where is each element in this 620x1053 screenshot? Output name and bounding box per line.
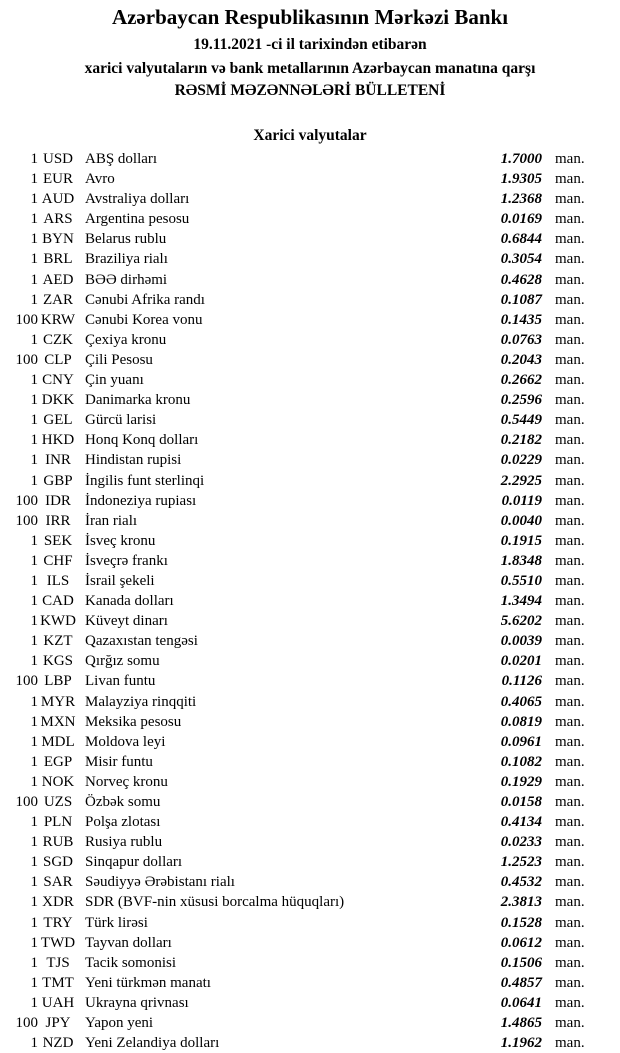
currency-code: XDR [42,894,74,911]
currency-quantity: 1 [30,151,38,167]
unit-label: man. [555,874,585,891]
rate-row [0,551,620,571]
rate-row [0,471,620,491]
unit-label: man. [555,331,585,348]
currency-name: Rusiya rublu [85,834,163,851]
currency-name: Argentina pesosu [85,211,190,228]
unit-label: man. [555,894,585,911]
rate-row [0,1013,620,1033]
currency-name: İngilis funt sterlinqi [85,472,205,489]
rate-value: 0.4628 [500,271,542,288]
unit-label: man. [555,532,585,549]
rate-row [0,832,620,852]
currency-quantity: 1 [30,914,38,931]
unit-label: man. [555,251,585,268]
currency-name: Danimarka kronu [85,392,191,409]
rate-value: 0.2662 [500,372,542,389]
currency-quantity: 100 [15,311,38,328]
currency-code: SAR [43,874,73,891]
currency-code: IDR [45,492,71,509]
currency-quantity: 1 [30,773,38,790]
currency-name: İsveç kronu [85,532,156,549]
currency-name: Malayziya rinqqiti [85,693,197,710]
unit-label: man. [555,994,585,1011]
currency-name: Çin yuanı [85,372,144,389]
rate-value: 0.0612 [500,934,542,951]
rate-value: 0.1435 [500,311,542,328]
currency-name: Misir funtu [85,753,153,770]
unit-label: man. [555,311,585,328]
rate-value: 0.0119 [501,492,542,509]
rate-row [0,450,620,470]
currency-code: ZAR [43,291,73,308]
rate-row [0,370,620,390]
currency-name: Braziliya rialı [85,251,168,268]
rate-value: 1.9305 [500,171,542,188]
rate-value: 0.0201 [500,653,542,670]
rate-row [0,491,620,511]
rate-row [0,189,620,209]
currency-code: DKK [41,392,75,409]
currency-code: KRW [40,311,76,328]
currency-name: Livan funtu [85,673,156,690]
rate-value: 5.6202 [500,613,542,630]
rate-row [0,973,620,993]
currency-name: Avstraliya dolları [85,191,190,208]
currency-name: Sinqapur dolları [85,854,183,871]
currency-quantity: 1 [30,894,38,911]
currency-quantity: 1 [30,231,38,248]
rate-value: 0.3054 [500,251,542,268]
currency-name: Səudiyyə Ərəbistanı rialı [85,874,235,891]
rate-value: 0.1506 [500,954,542,971]
rate-row [0,651,620,671]
currency-quantity: 1 [30,331,38,348]
currency-code: PLN [43,814,73,831]
currency-quantity: 1 [30,854,38,871]
rate-value: 1.7000 [500,151,542,167]
rate-row [0,390,620,410]
currency-name: Belarus rublu [85,231,167,248]
currency-name: Yapon yeni [85,1015,154,1032]
currency-code: BYN [42,231,74,248]
unit-label: man. [555,171,585,188]
currency-quantity: 1 [30,1035,38,1052]
currency-quantity: 1 [30,593,38,610]
currency-code: EUR [43,171,73,188]
unit-label: man. [555,191,585,208]
rate-row [0,631,620,651]
unit-label: man. [555,492,585,509]
currency-quantity: 1 [30,814,38,831]
unit-label: man. [555,211,585,228]
currency-code: TMT [42,974,74,991]
currency-quantity: 1 [30,693,38,710]
rate-row [0,209,620,229]
rate-value: 1.2368 [500,191,542,208]
currency-quantity: 1 [30,392,38,409]
bank-name-title: Azərbaycan Respublikasının Mərkəzi Bankı [111,5,509,29]
currency-quantity: 1 [30,753,38,770]
rate-row [0,772,620,792]
rate-row [0,611,620,631]
rate-value: 0.0158 [500,794,542,810]
unit-label: man. [555,452,585,469]
rate-row [0,913,620,933]
currency-code: SGD [42,854,73,871]
currency-quantity: 100 [15,794,38,810]
currency-quantity: 1 [30,572,38,589]
currency-code: ARS [43,211,73,228]
currency-quantity: 1 [30,633,38,650]
currency-code: NOK [41,773,75,790]
currency-name: BƏƏ dirhəmi [85,271,168,288]
unit-label: man. [555,794,585,810]
currency-quantity: 1 [30,613,38,630]
rate-value: 2.2925 [500,472,542,489]
currency-code: NZD [42,1035,74,1052]
currency-quantity: 1 [30,171,38,188]
currency-code: USD [42,151,73,167]
currency-quantity: 1 [30,874,38,891]
currency-name: Qazaxıstan tengəsi [85,633,198,650]
currency-code: BRL [43,251,73,268]
unit-label: man. [555,572,585,589]
currency-quantity: 1 [30,954,38,971]
unit-label: man. [555,934,585,951]
currency-code: KGS [42,653,73,670]
rate-row [0,752,620,772]
currency-name: İsveçrə frankı [85,552,168,569]
currency-quantity: 1 [30,934,38,951]
currency-quantity: 1 [30,211,38,228]
currency-name: Yeni Zelandiya dolları [85,1035,220,1052]
unit-label: man. [555,713,585,730]
unit-label: man. [555,733,585,750]
rate-row [0,511,620,531]
unit-label: man. [555,351,585,368]
currency-quantity: 1 [30,552,38,569]
currency-quantity: 100 [15,492,38,509]
rate-row [0,812,620,832]
rate-value: 0.0229 [500,452,542,469]
currency-code: TWD [40,934,76,951]
rate-row [0,249,620,269]
unit-label: man. [555,1015,585,1032]
subtitle-line: xarici valyutaların və bank metallarının Azərbaycan manatına qarşı [84,60,536,77]
currency-name: İran rialı [85,512,138,529]
currency-quantity: 1 [30,994,38,1011]
rate-value: 0.0641 [500,994,542,1011]
currency-quantity: 100 [15,673,38,690]
rate-row [0,591,620,611]
rate-row [0,169,620,189]
unit-label: man. [555,291,585,308]
currency-name: İsrail şekeli [85,572,155,589]
currency-name: Honq Konq dolları [85,432,199,449]
rate-row [0,712,620,732]
currency-code: CZK [43,331,73,348]
unit-label: man. [555,392,585,409]
currency-quantity: 100 [15,512,38,529]
currency-code: AUD [41,191,75,208]
currency-code: UAH [41,994,75,1011]
currency-name: Norveç kronu [85,773,168,790]
rate-value: 0.5510 [500,572,542,589]
currency-quantity: 1 [30,452,38,469]
unit-label: man. [555,753,585,770]
rate-value: 0.4857 [500,974,542,991]
currency-code: TRY [43,914,73,931]
currency-code: SEK [43,532,73,549]
currency-code: ILS [46,572,70,589]
rate-row [0,229,620,249]
currency-name: Yeni türkmən manatı [85,974,211,991]
rate-value: 2.3813 [500,894,542,911]
currency-quantity: 1 [30,532,38,549]
currency-name: Meksika pesosu [85,713,182,730]
rate-value: 0.4065 [500,693,542,710]
rate-row [0,149,620,169]
rate-value: 1.8348 [500,552,542,569]
currency-name: Tayvan dolları [85,934,172,951]
unit-label: man. [555,593,585,610]
currency-quantity: 1 [30,713,38,730]
unit-label: man. [555,613,585,630]
currency-name: Moldova leyi [85,733,166,750]
currency-quantity: 1 [30,733,38,750]
rate-row [0,310,620,330]
currency-name: Hindistan rupisi [85,452,182,469]
rate-row [0,330,620,350]
currency-name: Ukrayna qrivnası [85,994,189,1011]
currency-code: RUB [42,834,74,851]
rate-value: 1.1962 [500,1035,542,1052]
currency-quantity: 1 [30,291,38,308]
rate-value: 0.1929 [500,773,542,790]
rate-row [0,732,620,752]
currency-code: KWD [40,613,76,630]
currency-name: Türk lirəsi [85,914,148,931]
currency-code: LBP [44,673,72,690]
rate-value: 0.1915 [500,532,542,549]
currency-name: Tacik somonisi [85,954,177,971]
effective-date-line: 19.11.2021 -ci il tarixindən etibarən [193,36,427,53]
unit-label: man. [555,653,585,670]
currency-code: CLP [44,351,72,368]
unit-label: man. [555,231,585,248]
unit-label: man. [555,271,585,288]
currency-code: GEL [43,412,73,429]
currency-name: Küveyt dinarı [85,613,168,630]
rate-row [0,410,620,430]
rate-row [0,872,620,892]
currency-code: CHF [43,552,73,569]
currency-name: Qırğız somu [85,653,160,670]
rate-value: 0.5449 [500,412,542,429]
currency-quantity: 1 [30,372,38,389]
currency-name: Çili Pesosu [85,351,153,368]
rate-row [0,531,620,551]
unit-label: man. [555,974,585,991]
unit-label: man. [555,814,585,831]
currency-code: UZS [43,794,73,810]
currency-name: ABŞ dolları [85,151,158,167]
currency-name: Polşa zlotası [85,814,161,831]
currency-name: Avro [85,171,115,188]
currency-code: IRR [45,512,71,529]
rate-row [0,671,620,691]
rate-value: 1.2523 [500,854,542,871]
currency-code: CNY [42,372,74,389]
rate-value: 1.4865 [500,1015,542,1032]
rate-row [0,692,620,712]
rate-value: 0.2043 [500,351,542,368]
currency-name: Gürcü larisi [85,412,157,429]
rate-row [0,571,620,591]
rate-row [0,953,620,973]
rate-value: 0.2596 [500,392,542,409]
currency-code: EGP [43,753,73,770]
currency-code: MDL [41,733,75,750]
rate-value: 0.1528 [500,914,542,931]
rate-row [0,892,620,912]
rate-row [0,852,620,872]
rate-value: 0.6844 [500,231,542,248]
currency-quantity: 1 [30,653,38,670]
rate-value: 0.0763 [500,331,542,348]
currency-code: KZT [43,633,73,650]
unit-label: man. [555,552,585,569]
currency-quantity: 100 [15,351,38,368]
unit-label: man. [555,914,585,931]
currency-code: TJS [46,954,70,971]
rate-row [0,1033,620,1053]
unit-label: man. [555,673,585,690]
unit-label: man. [555,412,585,429]
rate-value: 0.0169 [500,211,542,228]
unit-label: man. [555,773,585,790]
currency-code: HKD [41,432,75,449]
currency-code: MYR [40,693,76,710]
currency-code: CAD [42,593,74,610]
rate-value: 0.0233 [500,834,542,851]
rate-row [0,933,620,953]
unit-label: man. [555,432,585,449]
rate-value: 0.1087 [500,291,542,308]
currency-quantity: 1 [30,191,38,208]
currency-name: Çexiya kronu [85,331,167,348]
currency-quantity: 100 [15,1015,38,1032]
rates-table [0,149,620,1053]
rate-value: 0.0039 [500,633,542,650]
currency-quantity: 1 [30,834,38,851]
rate-value: 1.3494 [500,593,542,610]
rate-value: 0.1082 [500,753,542,770]
rate-value: 0.0040 [500,512,542,529]
currency-code: GBP [43,472,73,489]
bulletin-title: RƏSMİ MƏZƏNNƏLƏRİ BÜLLETENİ [174,82,446,99]
rate-row [0,792,620,812]
unit-label: man. [555,1035,585,1052]
currency-quantity: 1 [30,251,38,268]
rate-row [0,430,620,450]
unit-label: man. [555,834,585,851]
currency-name: SDR (BVF-nin xüsusi borcalma hüquqları) [85,894,345,911]
rate-row [0,270,620,290]
unit-label: man. [555,954,585,971]
rate-row [0,993,620,1013]
currency-quantity: 1 [30,472,38,489]
rate-value: 0.2182 [500,432,542,449]
unit-label: man. [555,693,585,710]
unit-label: man. [555,372,585,389]
currency-code: MXN [40,713,76,730]
rate-row [0,290,620,310]
currency-name: İndoneziya rupiası [85,492,197,509]
currency-code: JPY [45,1015,71,1032]
rate-row [0,350,620,370]
currency-code: AED [42,271,74,288]
unit-label: man. [555,854,585,871]
currency-code: INR [45,452,71,469]
unit-label: man. [555,472,585,489]
currency-quantity: 1 [30,412,38,429]
currency-name: Kanada dolları [85,593,174,610]
currency-quantity: 1 [30,432,38,449]
currency-quantity: 1 [30,974,38,991]
currency-name: Cənubi Afrika randı [85,291,205,308]
currency-name: Cənubi Korea vonu [85,311,203,328]
currency-name: Özbək somu [85,794,161,810]
unit-label: man. [555,512,585,529]
rate-value: 0.1126 [501,673,542,690]
rate-value: 0.0819 [500,713,542,730]
unit-label: man. [555,633,585,650]
section-title: Xarici valyutalar [253,127,367,144]
unit-label: man. [555,151,585,167]
currency-quantity: 1 [30,271,38,288]
rate-value: 0.0961 [500,733,542,750]
rate-value: 0.4134 [500,814,542,831]
rate-value: 0.4532 [500,874,542,891]
